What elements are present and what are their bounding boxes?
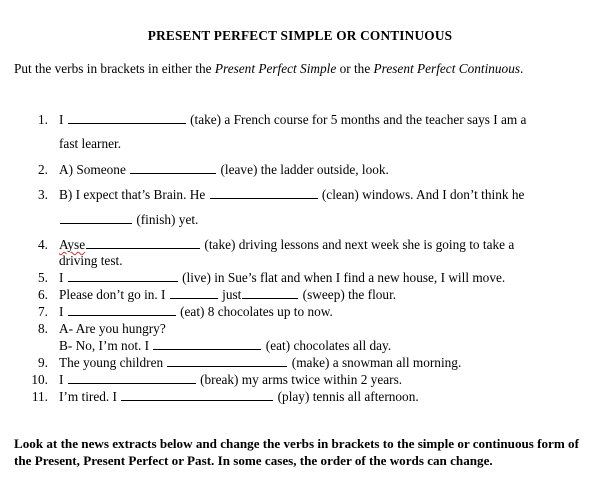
news-extract-instructions: Look at the news extracts below and change the verbs in brackets to the simple or continuous form of the Present, Present Perfect or Past. In some cases, the order of the words can change. [14,436,579,468]
answer-blank[interactable] [170,287,218,299]
item-number: 11. [31,389,48,404]
answer-blank[interactable] [68,270,178,282]
answer-blank[interactable] [210,187,318,199]
instructions-text-2: or the [336,61,374,76]
item-text: I (take) a French course for 5 months and the teacher says I am a [59,112,527,127]
item-text: I (live) in Sue’s flat and when I find a new house, I will move. [59,270,506,285]
item-text: The young children (make) a snowman all morning. [59,355,462,370]
item-number: 7. [38,304,48,319]
answer-blank[interactable] [121,389,273,401]
item-text: I’m tired. I (play) tennis all afternoon. [59,389,419,404]
item-number: 5. [38,270,48,285]
instructions-em-1: Present Perfect Simple [214,61,337,76]
answer-blank[interactable] [68,372,196,384]
item-number: 10. [31,372,48,387]
item-text: I (break) my arms twice within 2 years. [59,372,403,387]
item-number: 9. [38,355,48,370]
item-text: A) Someone (leave) the ladder outside, look. [59,162,389,177]
item-number: 2. [38,162,48,177]
item-text: I (eat) 8 chocolates up to now. [59,304,333,319]
answer-blank[interactable] [242,287,298,299]
item-text: Ayse (take) driving lessons and next week she is going to take a [59,237,515,252]
item-number: 6. [38,287,48,302]
instructions-text-1: Put the verbs in brackets in either the [14,61,215,76]
item-text: driving test. [59,253,123,268]
answer-blank[interactable] [60,212,132,224]
item-number: 8. [38,321,48,336]
item-text: (finish) yet. [59,211,198,228]
answer-blank[interactable] [167,355,287,367]
instructions [14,60,574,77]
answer-blank[interactable] [68,304,176,316]
item-text: Please don’t go in. I just (sweep) the flour. [59,287,397,302]
item-text: fast learner. [59,136,122,151]
answer-blank[interactable] [86,237,200,249]
answer-blank[interactable] [130,162,216,174]
answer-blank[interactable] [153,338,261,350]
answer-blank[interactable] [68,112,186,124]
item-text: A- Are you hungry? [59,321,166,336]
item-number: 3. [38,187,48,202]
item-text: B- No, I’m not. I (eat) chocolates all day. [59,338,392,353]
item-text: B) I expect that’s Brain. He (clean) windows. And I don’t think he [59,187,525,202]
item-number: 1. [38,112,48,127]
item-number: 4. [38,237,48,252]
instructions-em-2: Present Perfect Continuous [373,61,521,76]
page-title: PRESENT PERFECT SIMPLE OR CONTINUOUS [147,28,453,43]
instructions-text-3: . [520,61,524,76]
